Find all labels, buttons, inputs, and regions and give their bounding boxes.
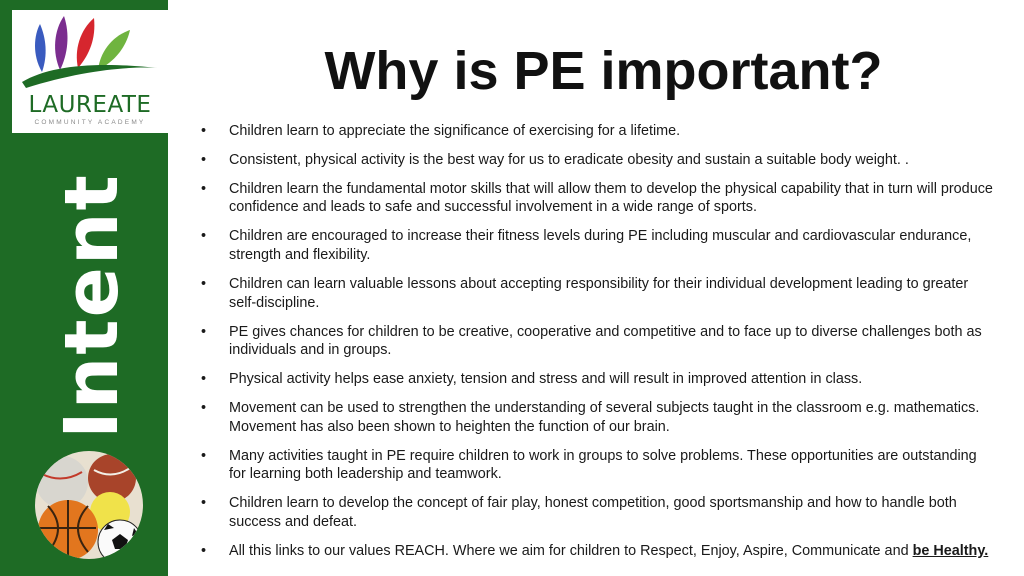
logo-subtitle: COMMUNITY ACADEMY <box>34 119 146 126</box>
list-item <box>196 447 996 484</box>
bullet-text: Children learn to develop the concept of fair play, honest competition, good sportsmanship and how to handle both success and defeat. <box>229 495 957 530</box>
sidebar <box>0 0 183 576</box>
logo-wordmark: LAUREATE <box>28 92 152 118</box>
bullet-text: All this links to our values REACH. Where we aim for children to Respect, Enjoy, Aspire, Communicate and <box>229 542 913 559</box>
list-item <box>196 180 996 217</box>
bullet-icon: • <box>201 400 207 417</box>
bullet-icon: • <box>201 542 207 559</box>
bullet-text: Children are encouraged to increase their fitness levels during PE including muscular and cardiovascular endurance, strength and flexibility. <box>229 228 972 264</box>
list-item <box>196 227 996 264</box>
bullet-text: Children learn the fundamental motor skills that will allow them to develop the physical capability that in turn will produce confidence and leads to safe and successful involvement in a wide range of sports. <box>229 180 993 216</box>
bullet-icon: • <box>201 447 207 464</box>
bullet-list <box>196 122 996 571</box>
bullet-text: Consistent, physical activity is the best way for us to eradicate obesity and sustain a suitable body weight. . <box>229 151 909 168</box>
list-item <box>196 370 996 389</box>
bullet-text: Physical activity helps ease anxiety, tension and stress and will result in improved attention in class. <box>229 371 863 388</box>
list-item <box>196 275 996 312</box>
list-item <box>196 122 996 141</box>
list-item <box>196 494 996 531</box>
bullet-text: PE gives chances for children to be creative, cooperative and competitive and to face up to diverse challenges both as individuals and in groups. <box>229 323 982 359</box>
sports-balls-icon <box>34 450 144 560</box>
bullet-text: Movement can be used to strengthen the understanding of several subjects taught in the classroom e.g. mathematics. Movement has also been shown to heighten the function of our brain. <box>229 400 980 435</box>
list-item <box>196 151 996 170</box>
list-item <box>196 323 996 360</box>
bullet-icon: • <box>201 275 207 292</box>
list-item <box>196 399 996 436</box>
bullet-icon: • <box>201 323 207 340</box>
logo-leaves-icon <box>12 10 168 90</box>
bullet-text: Children can learn valuable lessons about accepting responsibility for their individual development leading to greater self-discipline. <box>229 275 969 311</box>
school-logo <box>12 10 168 133</box>
bullet-icon: • <box>201 151 207 168</box>
bullet-text: Many activities taught in PE require children to work in groups to solve problems. These opportunities are outstanding for learning both leadership and teamwork. <box>229 447 977 483</box>
bullet-text: Children learn to appreciate the significance of exercising for a lifetime. <box>229 123 681 139</box>
bullet-icon: • <box>201 228 207 245</box>
bullet-icon: • <box>201 495 207 512</box>
bullet-icon: • <box>201 371 207 388</box>
slide-title: Why is PE important? <box>324 41 883 101</box>
bullet-icon: • <box>201 123 207 139</box>
bullet-emphasis: be Healthy. <box>912 542 989 559</box>
list-item <box>196 542 996 561</box>
section-label: Intent <box>49 173 135 439</box>
bullet-icon: • <box>201 180 207 197</box>
